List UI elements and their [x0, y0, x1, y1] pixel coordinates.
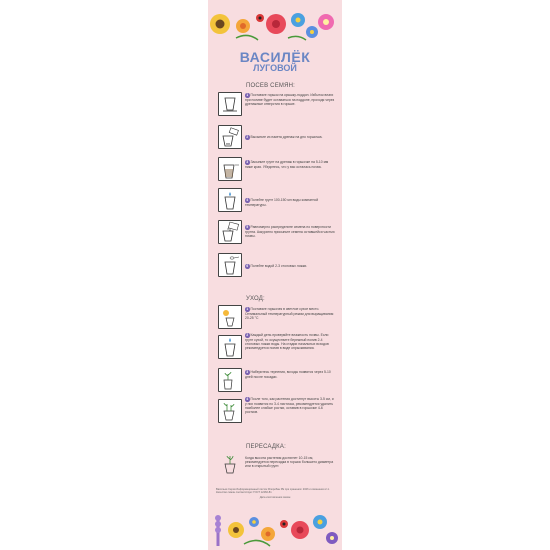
footer-date: Дата изготовления семян — [259, 496, 291, 499]
seeds-icon — [218, 220, 242, 244]
soil-icon — [218, 157, 242, 181]
instruction-card — [208, 0, 342, 550]
section-care: УХОД: — [246, 296, 265, 302]
step-text: 5 Равномерно распределите семена по поверхности грунта. Аккуратно присыпьте семена оставшейся частью почвы. — [245, 225, 335, 238]
step-text: 1 Поставьте горшок на крышку-поддон. Избыток влаги при поливе будет оставаться на поддоне, проходя через дренажные отверстия в горшке. — [245, 93, 335, 106]
step-text: 4 После того, как растения достигнут высоты 3-5 см, и у них появится по 3-4 листочка, рекомендуется удалить наиболее слабые ростки, оставив в горшочке 4-6 ростков. — [245, 397, 334, 414]
sprout-icon — [218, 368, 242, 392]
step-text: 2 Каждый день проверяйте влажность почвы. Если грунт сухой, то осуществите бережный полив 2-4 столовых ложки воды. На стадии начальных всходов рекомендуется полив в виде опрыскивания. — [245, 333, 329, 350]
step-text: 2 Высыпьте из пакета дренаж на дно горшочка. — [246, 135, 323, 139]
flower-decoration-bottom — [208, 508, 342, 548]
moisture-icon — [218, 335, 242, 359]
section-sowing: ПОСЕВ СЕМЯН: — [246, 83, 296, 89]
step-text: Когда высота растения достигнет 10-15 см, рекомендуется пересадка в горшок большего диаметра или в открытый грунт. — [245, 456, 334, 469]
thinning-icon — [218, 399, 242, 423]
step-text: 3 Засыпьте грунт на дренаж в горшочке на 5-10 мм ниже края. Убедитесь, что у вас осталась почва. — [245, 160, 329, 169]
footer-text: Васильки Серия Информационный листок Флорибан РЕ при хранении: 2026 и изменения 2-1. Качество семян соответствует ГОСТ 12260-81 — [216, 488, 330, 495]
step-text: 1 Поставьте горшочек в светлое сухое место. Оптимальный температурный режим для выращивания 20-25 °С — [245, 307, 334, 320]
flower-decoration-top — [208, 4, 342, 44]
transplant-icon — [218, 453, 240, 475]
step-text: 3 Наберитесь терпения, всходы появятся через 5-10 дней после посадки. — [245, 370, 331, 379]
sun-icon — [218, 305, 242, 329]
step-text: 6 Полейте водой 2-3 столовых ложки. — [246, 264, 308, 268]
page-subtitle: ЛУГОВОЙ — [253, 63, 297, 73]
drainage-icon — [218, 125, 242, 149]
step-text: 4 Полейте грунт 100-150 мл воды комнатной температуры. — [245, 198, 319, 207]
pot-tray-icon — [218, 92, 242, 116]
section-transplant: ПЕРЕСАДКА: — [246, 444, 286, 450]
spoon-water-icon — [218, 253, 242, 277]
page-title: ВАСИЛЁК — [239, 49, 311, 65]
watering-icon — [218, 188, 242, 212]
